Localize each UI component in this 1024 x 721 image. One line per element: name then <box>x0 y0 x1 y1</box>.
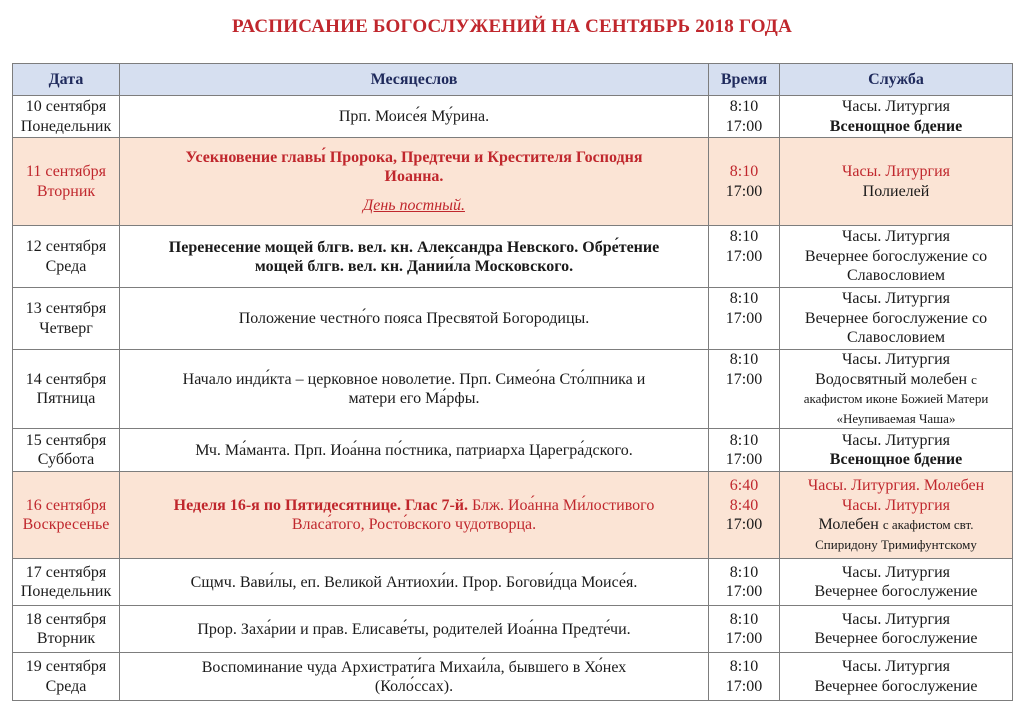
table-row <box>13 472 1013 559</box>
service-cell <box>780 138 1013 226</box>
table-row <box>13 559 1013 606</box>
time-text: 17:00 <box>725 370 763 388</box>
service-cell <box>780 350 1013 429</box>
header-service: Служба <box>780 64 1013 96</box>
service-text: Славословием <box>846 329 946 347</box>
header-saints: Месяцеслов <box>120 64 709 96</box>
time-text: 17:00 <box>725 583 763 600</box>
time-cell <box>709 350 780 429</box>
date-cell <box>13 226 120 288</box>
service-text: Молебен <box>818 516 879 533</box>
time-cell <box>709 472 780 559</box>
time-text: 6:40 <box>729 477 759 494</box>
saints-text: Воспоминание чуда Архистрати́га Михаи́ла, бывшего в Хо́нех <box>201 658 627 676</box>
saints-cell <box>120 350 709 429</box>
header-date: Дата <box>13 64 120 96</box>
service-text: Часы. Литургия <box>841 563 951 581</box>
table-row <box>13 138 1013 226</box>
weekday-text: Четверг <box>39 319 93 337</box>
time-text: 17:00 <box>725 182 763 200</box>
saints-cell <box>120 653 709 701</box>
saints-text: Прор. Заха́рии и прав. Елисаве́ты, родителей Иоа́нна Предте́чи. <box>197 620 631 638</box>
service-note: «Неупиваемая Чаша» <box>836 410 956 426</box>
time-text: 8:10 <box>729 610 759 628</box>
time-cell <box>709 429 780 472</box>
date-text: 12 сентября <box>25 238 107 255</box>
service-cell <box>780 96 1013 138</box>
date-text: 16 сентября <box>25 496 107 514</box>
service-text: Часы. Литургия. Молебен <box>807 477 985 494</box>
time-text: 8:10 <box>729 563 759 581</box>
weekday-text: Среда <box>45 257 87 275</box>
date-text: 19 сентября <box>25 658 107 675</box>
service-cell <box>780 653 1013 701</box>
service-note: с акафистом свт. <box>882 517 974 532</box>
service-text: Вечернее богослужение со <box>804 247 988 265</box>
date-cell <box>13 429 120 472</box>
service-text: Часы. Литургия <box>841 228 951 246</box>
time-cell <box>709 559 780 606</box>
service-text: Часы. Литургия <box>841 431 951 449</box>
date-cell <box>13 606 120 653</box>
date-cell <box>13 350 120 429</box>
service-note: с <box>971 371 977 387</box>
date-text: 13 сентября <box>25 300 107 317</box>
saints-cell <box>120 559 709 606</box>
date-cell <box>13 138 120 226</box>
time-cell <box>709 606 780 653</box>
service-text: Славословием <box>846 267 946 285</box>
table-row <box>13 429 1013 472</box>
service-text: Всенощное бдение <box>829 451 963 468</box>
saints-text: мощей блгв. вел. кн. Дании́ла Московского. <box>254 257 574 275</box>
saints-cell <box>120 606 709 653</box>
time-text: 17:00 <box>725 309 763 327</box>
saints-text: Власа́того, Росто́вского чудотворца. <box>291 516 537 533</box>
saints-cell <box>120 226 709 288</box>
service-text: Водосвятный молебен <box>815 370 968 388</box>
time-text: 8:10 <box>729 163 759 180</box>
saints-cell <box>120 288 709 350</box>
service-cell <box>780 606 1013 653</box>
service-cell <box>780 559 1013 606</box>
saints-text: Перенесение мощей блгв. вел. кн. Александра Невского. Обре́тение <box>168 238 660 256</box>
service-text: Часы. Литургия <box>841 163 951 180</box>
saints-cell <box>120 472 709 559</box>
saints-cell <box>120 138 709 226</box>
page-title: РАСПИСАНИЕ БОГОСЛУЖЕНИЙ НА СЕНТЯБРЬ 2018 ГОДА <box>232 16 792 37</box>
saints-text: Блж. Иоа́нна Ми́лостивого <box>467 497 655 514</box>
time-text: 17:00 <box>725 117 763 135</box>
time-text: 17:00 <box>725 630 763 647</box>
time-cell <box>709 288 780 350</box>
weekday-text: Воскресенье <box>22 516 110 533</box>
saints-text: Начало инди́кта – церковное новолетие. Прп. Симео́на Сто́лпника и <box>182 371 646 388</box>
date-cell <box>13 559 120 606</box>
service-note: акафистом иконе Божией Матери <box>803 391 989 406</box>
service-cell <box>780 288 1013 350</box>
time-text: 8:10 <box>729 290 759 308</box>
saints-text: матери его Ма́рфы. <box>348 390 480 407</box>
saints-text: Прп. Моисе́я Му́рина. <box>338 108 490 125</box>
table-row <box>13 606 1013 653</box>
saints-text: Положение честно́го пояса Пресвятой Богородицы. <box>238 310 590 327</box>
time-text: 8:10 <box>729 98 759 115</box>
service-text: Часы. Литургия <box>841 496 951 514</box>
saints-text: Мч. Ма́манта. Прп. Иоа́нна по́стника, патриарха Царегра́дского. <box>195 441 633 459</box>
service-text: Вечернее богослужение <box>814 583 978 600</box>
service-text: Часы. Литургия <box>841 658 951 675</box>
time-text: 8:10 <box>729 431 759 449</box>
time-cell <box>709 653 780 701</box>
service-text: Вечернее богослужение <box>814 630 978 647</box>
saints-text: Сщмч. Вави́лы, еп. Великой Антиохи́и. Прор. Богови́дца Моисе́я. <box>190 573 638 591</box>
table-row <box>13 350 1013 429</box>
date-text: 14 сентября <box>25 370 107 388</box>
weekday-text: Пятница <box>36 390 96 407</box>
time-cell <box>709 138 780 226</box>
schedule-table <box>12 63 1013 701</box>
date-text: 11 сентября <box>25 163 106 180</box>
service-text: Всенощное бдение <box>829 117 963 135</box>
table-row <box>13 288 1013 350</box>
weekday-text: Понедельник <box>20 583 112 600</box>
weekday-text: Вторник <box>36 630 96 647</box>
header-time: Время <box>709 64 780 96</box>
weekday-text: Вторник <box>36 182 96 200</box>
service-cell <box>780 472 1013 559</box>
header-row <box>13 64 1013 96</box>
time-text: 17:00 <box>725 451 763 468</box>
date-text: 15 сентября <box>25 431 107 449</box>
service-cell <box>780 226 1013 288</box>
service-text: Часы. Литургия <box>841 290 951 308</box>
time-cell <box>709 96 780 138</box>
weekday-text: Суббота <box>37 451 95 468</box>
time-text: 17:00 <box>725 247 763 265</box>
time-cell <box>709 226 780 288</box>
time-text: 8:40 <box>729 496 759 514</box>
service-text: Часы. Литургия <box>841 610 951 628</box>
date-cell <box>13 96 120 138</box>
saints-text: Иоанна. <box>384 168 444 185</box>
date-text: 18 сентября <box>25 610 107 628</box>
service-text: Вечернее богослужение <box>814 677 978 695</box>
date-text: 10 сентября <box>25 98 107 115</box>
weekday-text: Среда <box>45 677 87 695</box>
table-row <box>13 226 1013 288</box>
service-text: Часы. Литургия <box>841 351 951 368</box>
time-text: 17:00 <box>725 516 763 533</box>
saints-text: Усекновение главы́ Пророка, Предтечи и Крестителя Господня <box>185 149 643 166</box>
service-note: Спиридону Тримифунтскому <box>815 536 977 552</box>
time-text: 17:00 <box>725 677 763 695</box>
table-row <box>13 96 1013 138</box>
table-row <box>13 653 1013 701</box>
saints-text: Неделя 16-я по Пятидесятнице. Глас 7-й. <box>173 497 468 514</box>
time-text: 8:10 <box>729 228 759 246</box>
time-text: 8:10 <box>729 351 759 368</box>
service-text: Вечернее богослужение со <box>804 309 988 327</box>
saints-cell <box>120 96 709 138</box>
date-cell <box>13 653 120 701</box>
date-cell <box>13 472 120 559</box>
time-text: 8:10 <box>729 658 759 675</box>
weekday-text: Понедельник <box>20 117 112 135</box>
date-cell <box>13 288 120 350</box>
date-text: 17 сентября <box>25 563 107 581</box>
fast-day-note: День постный. <box>363 197 465 214</box>
service-text: Часы. Литургия <box>841 98 951 115</box>
saints-text: (Коло́ссах). <box>374 677 454 695</box>
service-text: Полиелей <box>862 182 930 200</box>
saints-cell <box>120 429 709 472</box>
service-cell <box>780 429 1013 472</box>
